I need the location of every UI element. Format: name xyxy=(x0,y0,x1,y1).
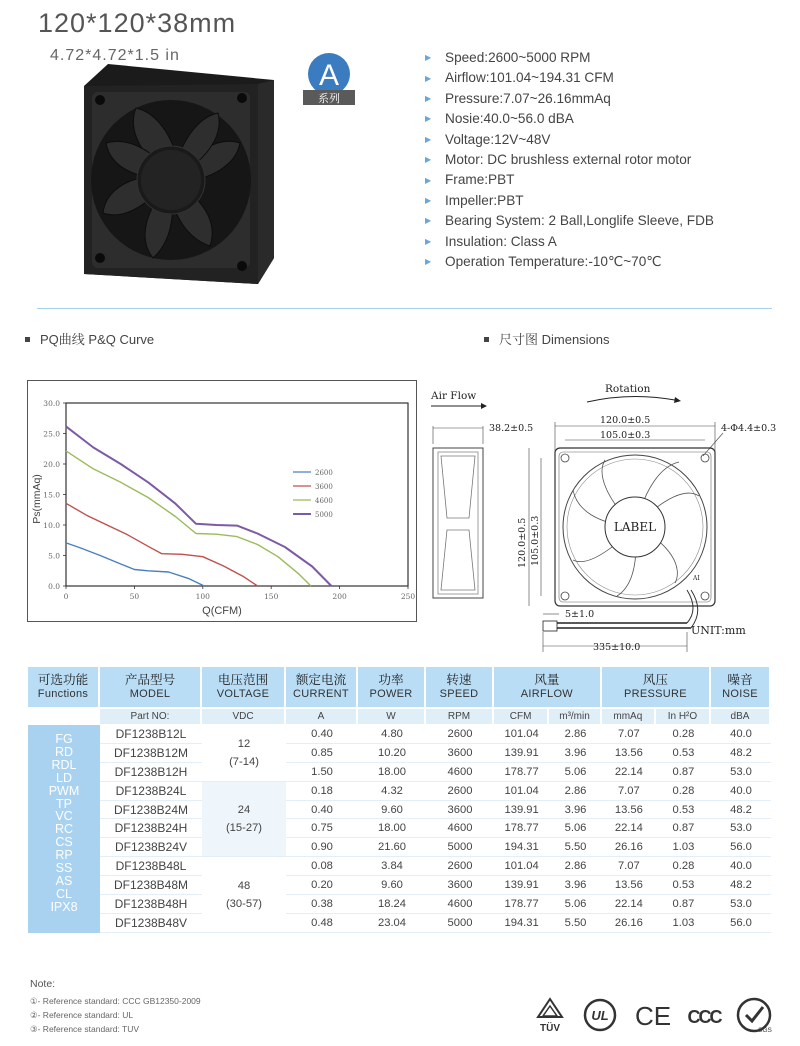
value-cell: 7.07 xyxy=(602,725,656,744)
value-cell: 18.00 xyxy=(358,819,426,838)
header-cell: 产品型号 MODEL xyxy=(100,667,202,709)
y-tick-label: 30.0 xyxy=(43,399,60,408)
notes-title: Note: xyxy=(30,978,56,990)
spec-list xyxy=(425,48,714,272)
header-cell: 功率 POWER xyxy=(358,667,426,709)
bullet-icon: ▶ xyxy=(425,93,432,103)
value-cell: 22.14 xyxy=(602,895,656,914)
series-letter: A xyxy=(318,59,340,92)
series-line-4600 xyxy=(66,451,311,586)
value-cell: 18.24 xyxy=(358,895,426,914)
table-row xyxy=(28,744,771,763)
value-cell: 0.53 xyxy=(656,801,711,820)
unit-cell: mmAq xyxy=(602,709,656,725)
width-inner-dim: 105.0±0.3 xyxy=(600,430,651,441)
ce-logo xyxy=(633,995,673,1035)
table-row xyxy=(28,725,771,744)
header-cell: 可选功能 Functions xyxy=(28,667,100,709)
spec-item: ▶ Airflow:101.04~194.31 CFM xyxy=(425,68,714,88)
bullet-icon: ▶ xyxy=(425,134,432,144)
pq-chart-svg xyxy=(28,381,416,621)
value-cell: 0.20 xyxy=(286,876,358,895)
y-tick-label: 5.0 xyxy=(48,551,60,561)
function-item: SS xyxy=(55,861,73,876)
function-item: AS xyxy=(55,873,73,888)
value-cell: 3.96 xyxy=(549,876,602,895)
value-cell: 48.2 xyxy=(711,744,771,763)
product-subtitle: 4.72*4.72*1.5 in xyxy=(50,47,180,64)
function-item: RC xyxy=(54,822,74,837)
wire-strip-dim: 5±1.0 xyxy=(565,609,595,620)
value-cell: 178.77 xyxy=(494,895,549,914)
value-cell: 0.87 xyxy=(656,895,711,914)
rotation-arrowhead-icon xyxy=(674,397,681,403)
svg-text:SGS: SGS xyxy=(758,1027,772,1034)
function-item: RDL xyxy=(51,757,77,772)
value-cell: 13.56 xyxy=(602,744,656,763)
tuv-logo xyxy=(532,995,568,1035)
value-cell: 3600 xyxy=(426,744,494,763)
model-cell: DF1238B12M xyxy=(100,744,202,763)
bullet-icon: ▶ xyxy=(425,257,432,267)
function-item: CL xyxy=(56,886,72,901)
value-cell: 0.87 xyxy=(656,763,711,782)
table-row xyxy=(28,876,771,895)
unit-cell: RPM xyxy=(426,709,494,725)
series-badge xyxy=(303,52,355,106)
value-cell: 0.85 xyxy=(286,744,358,763)
value-cell: 18.00 xyxy=(358,763,426,782)
airflow-arrowhead-icon xyxy=(481,403,487,409)
unit-label: UNIT:mm xyxy=(691,624,746,637)
spec-item: ▶ Bearing System: 2 Ball,Longlife Sleeve, FDB xyxy=(425,211,714,231)
x-tick-label: 150 xyxy=(264,592,279,601)
series-label: 系列 xyxy=(318,92,340,105)
series-line-5000 xyxy=(66,426,331,586)
function-item: LD xyxy=(56,770,72,785)
height-inner-dim: 105.0±0.3 xyxy=(530,515,541,566)
model-cell: DF1238B48H xyxy=(100,895,202,914)
table-row xyxy=(28,895,771,914)
bullet-icon: ▶ xyxy=(425,195,432,205)
unit-cell: dBA xyxy=(711,709,771,725)
function-item: CS xyxy=(55,835,73,850)
value-cell: 4.80 xyxy=(358,725,426,744)
value-cell: 178.77 xyxy=(494,819,549,838)
model-cell: DF1238B24V xyxy=(100,838,202,857)
series-line-2600 xyxy=(66,543,204,586)
x-tick-label: 50 xyxy=(129,592,140,601)
value-cell: 2600 xyxy=(426,857,494,876)
x-tick-label: 200 xyxy=(332,592,347,601)
spec-table xyxy=(28,667,771,933)
value-cell: 0.28 xyxy=(656,782,711,801)
value-cell: 0.18 xyxy=(286,782,358,801)
value-cell: 23.04 xyxy=(358,914,426,933)
square-bullet-icon xyxy=(484,337,489,342)
value-cell: 53.0 xyxy=(711,763,771,782)
y-tick-label: 0.0 xyxy=(48,582,60,591)
ccc-logo xyxy=(684,995,724,1035)
legend-label: 5000 xyxy=(315,511,333,519)
value-cell: 9.60 xyxy=(358,876,426,895)
value-cell: 0.75 xyxy=(286,819,358,838)
y-axis-label: Ps(mmAq) xyxy=(31,474,43,524)
value-cell: 5.50 xyxy=(549,838,602,857)
value-cell: 178.77 xyxy=(494,763,549,782)
value-cell: 3.96 xyxy=(549,744,602,763)
pq-chart xyxy=(27,380,417,622)
value-cell: 0.48 xyxy=(286,914,358,933)
value-cell: 4600 xyxy=(426,819,494,838)
note-line: ②- Reference standard: UL xyxy=(30,1010,134,1020)
value-cell: 2600 xyxy=(426,782,494,801)
dimensions-drawing xyxy=(425,378,797,660)
voltage-cell: 48 (30-57) xyxy=(202,857,286,933)
unit-cell: W xyxy=(358,709,426,725)
section-divider xyxy=(37,308,772,309)
spec-item: ▶ Operation Temperature:-10℃~70℃ xyxy=(425,252,714,272)
value-cell: 53.0 xyxy=(711,895,771,914)
ul-logo xyxy=(582,995,618,1035)
value-cell: 0.38 xyxy=(286,895,358,914)
plot-area xyxy=(66,403,408,586)
value-cell: 194.31 xyxy=(494,914,549,933)
unit-cell: In H²O xyxy=(656,709,711,725)
value-cell: 3600 xyxy=(426,801,494,820)
svg-text:CE: CE xyxy=(634,1001,672,1031)
rotation-arrow xyxy=(587,396,675,402)
unit-cell: VDC xyxy=(202,709,286,725)
function-item: RP xyxy=(55,848,73,863)
value-cell: 139.91 xyxy=(494,876,549,895)
table-row xyxy=(28,914,771,933)
model-cell: DF1238B48V xyxy=(100,914,202,933)
unit-cell: m³/min xyxy=(549,709,602,725)
value-cell: 13.56 xyxy=(602,801,656,820)
value-cell: 0.87 xyxy=(656,819,711,838)
value-cell: 0.28 xyxy=(656,857,711,876)
spec-item: ▶ Voltage:12V~48V xyxy=(425,130,714,150)
bullet-icon: ▶ xyxy=(425,114,432,124)
header-cell: 风量 AIRFLOW xyxy=(494,667,602,709)
value-cell: 0.28 xyxy=(656,725,711,744)
value-cell: 1.03 xyxy=(656,914,711,933)
value-cell: 10.20 xyxy=(358,744,426,763)
svg-text:CCC: CCC xyxy=(687,1007,721,1027)
x-tick-label: 100 xyxy=(195,592,210,601)
value-cell: 4600 xyxy=(426,895,494,914)
value-cell: 139.91 xyxy=(494,801,549,820)
label-text: LABEL xyxy=(613,520,657,534)
spec-item: ▶ Insulation: Class A xyxy=(425,232,714,252)
value-cell: 139.91 xyxy=(494,744,549,763)
table-row xyxy=(28,838,771,857)
value-cell: 40.0 xyxy=(711,782,771,801)
sgs-logo xyxy=(734,995,774,1035)
bullet-icon: ▶ xyxy=(425,53,432,63)
product-title: 120*120*38mm xyxy=(38,8,237,38)
airflow-label: Air Flow xyxy=(431,390,477,402)
dimensions-heading: 尺寸图 Dimensions xyxy=(484,329,610,348)
fan-product-image xyxy=(78,58,284,288)
spec-item: ▶ Nosie:40.0~56.0 dBA xyxy=(425,109,714,129)
value-cell: 48.2 xyxy=(711,801,771,820)
value-cell: 48.2 xyxy=(711,876,771,895)
value-cell: 53.0 xyxy=(711,819,771,838)
width-outer-dim: 120.0±0.5 xyxy=(600,415,651,426)
table-row xyxy=(28,763,771,782)
unit-cell: CFM xyxy=(494,709,549,725)
depth-dim: 38.2±0.5 xyxy=(489,423,534,434)
bullet-icon: ▶ xyxy=(425,155,432,165)
corner-mark: AI xyxy=(693,575,700,582)
legend-label: 2600 xyxy=(315,469,333,477)
value-cell: 3600 xyxy=(426,876,494,895)
y-tick-label: 15.0 xyxy=(43,490,60,500)
value-cell: 5.50 xyxy=(549,914,602,933)
bullet-icon: ▶ xyxy=(425,73,432,83)
value-cell: 7.07 xyxy=(602,782,656,801)
svg-text:TÜV: TÜV xyxy=(540,1023,560,1034)
hole-dim: 4-Φ4.4±0.3 xyxy=(721,423,777,434)
table-row xyxy=(28,819,771,838)
value-cell: 40.0 xyxy=(711,857,771,876)
value-cell: 1.03 xyxy=(656,838,711,857)
function-item: TP xyxy=(56,796,72,811)
table-row xyxy=(28,801,771,820)
value-cell: 2.86 xyxy=(549,725,602,744)
pq-heading: PQ曲线 P&Q Curve xyxy=(25,329,154,348)
function-item: PWM xyxy=(48,783,80,798)
value-cell: 5.06 xyxy=(549,895,602,914)
model-cell: DF1238B48L xyxy=(100,857,202,876)
function-item: RD xyxy=(54,744,74,759)
value-cell: 0.40 xyxy=(286,801,358,820)
value-cell: 56.0 xyxy=(711,838,771,857)
value-cell: 7.07 xyxy=(602,857,656,876)
bullet-icon: ▶ xyxy=(425,216,432,226)
y-tick-label: 10.0 xyxy=(43,521,60,530)
function-item: VC xyxy=(55,809,73,824)
side-view xyxy=(433,448,483,598)
spec-item: ▶ Speed:2600~5000 RPM xyxy=(425,48,714,68)
value-cell: 101.04 xyxy=(494,782,549,801)
value-cell: 5.06 xyxy=(549,819,602,838)
wire-length-dim: 335±10.0 xyxy=(593,642,641,653)
spec-item: ▶ Impeller:PBT xyxy=(425,191,714,211)
height-outer-dim: 120.0±0.5 xyxy=(517,517,528,568)
rotation-label: Rotation xyxy=(605,383,651,395)
bullet-icon: ▶ xyxy=(425,175,432,185)
spec-item: ▶ Motor: DC brushless external rotor motor xyxy=(425,150,714,170)
y-tick-label: 20.0 xyxy=(43,460,60,469)
unit-cell: A xyxy=(286,709,358,725)
function-item: FG xyxy=(55,732,73,746)
table-row xyxy=(28,857,771,876)
model-cell: DF1238B12L xyxy=(100,725,202,744)
value-cell: 5.06 xyxy=(549,763,602,782)
note-line: ①- Reference standard: CCC GB12350-2009 xyxy=(30,996,201,1006)
value-cell: 2600 xyxy=(426,725,494,744)
value-cell: 5000 xyxy=(426,838,494,857)
y-tick-label: 25.0 xyxy=(43,429,60,439)
value-cell: 40.0 xyxy=(711,725,771,744)
svg-text:UL: UL xyxy=(591,1008,609,1023)
value-cell: 26.16 xyxy=(602,914,656,933)
bullet-icon: ▶ xyxy=(425,236,432,246)
value-cell: 21.60 xyxy=(358,838,426,857)
value-cell: 26.16 xyxy=(602,838,656,857)
voltage-cell: 12 (7-14) xyxy=(202,725,286,782)
header-cell: 噪音 NOISE xyxy=(711,667,771,709)
value-cell: 5000 xyxy=(426,914,494,933)
value-cell: 0.53 xyxy=(656,876,711,895)
table-unit-row xyxy=(28,709,771,725)
model-cell: DF1238B24L xyxy=(100,782,202,801)
value-cell: 3.84 xyxy=(358,857,426,876)
spec-item: ▶ Pressure:7.07~26.16mmAq xyxy=(425,89,714,109)
legend-label: 3600 xyxy=(315,483,333,491)
value-cell: 0.08 xyxy=(286,857,358,876)
value-cell: 13.56 xyxy=(602,876,656,895)
model-cell: DF1238B24H xyxy=(100,819,202,838)
value-cell: 101.04 xyxy=(494,857,549,876)
value-cell: 101.04 xyxy=(494,725,549,744)
value-cell: 2.86 xyxy=(549,857,602,876)
function-item: IPX8 xyxy=(50,899,78,914)
value-cell: 1.50 xyxy=(286,763,358,782)
table-header-row xyxy=(28,667,771,709)
x-axis-label: Q(CFM) xyxy=(202,605,242,617)
header-cell: 转速 SPEED xyxy=(426,667,494,709)
header-cell: 风压 PRESSURE xyxy=(602,667,711,709)
model-cell: DF1238B12H xyxy=(100,763,202,782)
value-cell: 0.53 xyxy=(656,744,711,763)
value-cell: 0.90 xyxy=(286,838,358,857)
table-row xyxy=(28,782,771,801)
voltage-cell: 24 (15-27) xyxy=(202,782,286,858)
functions-cell xyxy=(28,725,100,933)
value-cell: 9.60 xyxy=(358,801,426,820)
value-cell: 56.0 xyxy=(711,914,771,933)
value-cell: 22.14 xyxy=(602,763,656,782)
x-tick-label: 250 xyxy=(400,592,416,601)
unit-cell: Part NO: xyxy=(100,709,202,725)
model-cell: DF1238B48M xyxy=(100,876,202,895)
value-cell: 2.86 xyxy=(549,782,602,801)
value-cell: 0.40 xyxy=(286,725,358,744)
value-cell: 4600 xyxy=(426,763,494,782)
series-line-3600 xyxy=(66,503,258,586)
header-cell: 额定电流 CURRENT xyxy=(286,667,358,709)
x-tick-label: 0 xyxy=(63,592,69,601)
value-cell: 4.32 xyxy=(358,782,426,801)
spec-item: ▶ Frame:PBT xyxy=(425,170,714,190)
value-cell: 194.31 xyxy=(494,838,549,857)
square-bullet-icon xyxy=(25,337,30,342)
model-cell: DF1238B24M xyxy=(100,801,202,820)
note-line: ③- Reference standard: TUV xyxy=(30,1024,140,1034)
value-cell: 22.14 xyxy=(602,819,656,838)
header-cell: 电压范围 VOLTAGE xyxy=(202,667,286,709)
legend-label: 4600 xyxy=(315,497,333,505)
value-cell: 3.96 xyxy=(549,801,602,820)
